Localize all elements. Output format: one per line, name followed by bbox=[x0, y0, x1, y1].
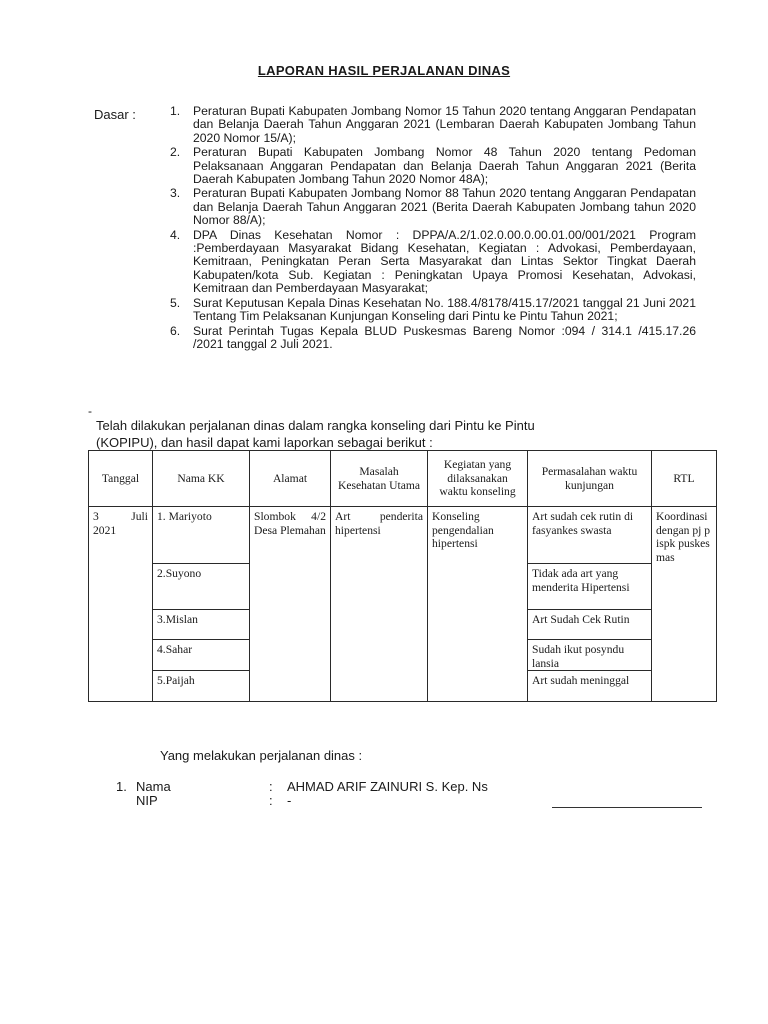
cell-tanggal bbox=[89, 507, 153, 702]
cell-nama-kk: 1. Mariyoto bbox=[153, 507, 250, 564]
dasar-item-number: 1. bbox=[170, 104, 181, 118]
dasar-item-text: DPA Dinas Kesehatan Nomor : DPPA/A.2/1.02.0.00.0.00.01.00/001/2021 Program :Pemberdayaan Masyarakat Bidang Kesehatan, Kegiatan : Advokasi, Pemberdayaan, Kemitraan, Peningkatan Peran Serta Masyarakat dan Lintas Sektor Tingkat Daerah Kabupaten/kota Sub. Kegiatan : Peningkatan Upaya Promosi Kesehatan, Advokasi, Kemitraan dan Pemberdayaan Masyarakat; bbox=[193, 227, 696, 296]
cell-rtl: Koordinasi dengan pj pispk puskesmas bbox=[652, 507, 717, 702]
signature-line bbox=[552, 797, 702, 808]
dasar-item-number: 3. bbox=[170, 186, 181, 201]
intro-paragraph bbox=[96, 417, 700, 451]
cell-nama-kk: 2.Suyono bbox=[153, 564, 250, 610]
dasar-item-text: Peraturan Bupati Kabupaten Jombang Nomor 88 Tahun 2020 tentang Anggaran Pendapatan dan Belanja Daerah Tahun Anggaran 2021 (Berita Daerah Kabupaten Jombang tahun 2020 Nomor 88/A); bbox=[193, 186, 696, 228]
cell-permasalahan: Sudah ikut posyndu lansia bbox=[528, 640, 652, 671]
dasar-item-number: 5. bbox=[170, 295, 181, 310]
signature-colon: : bbox=[269, 793, 273, 808]
cell-nama-kk: 4.Sahar bbox=[153, 640, 250, 671]
dasar-item bbox=[170, 105, 696, 145]
table-header-row bbox=[89, 451, 717, 507]
dasar-item-number: 4. bbox=[170, 227, 181, 242]
header-kegiatan: Kegiatan yang dilaksanakan waktu konseling bbox=[428, 451, 528, 507]
dasar-item-text: Surat Perintah Tugas Kepala BLUD Puskesmas Bareng Nomor :094 / 314.1 /415.17.26 /2021 tanggal 2 Juli 2021. bbox=[193, 323, 696, 351]
header-permasalahan: Permasalahan waktu kunjungan bbox=[528, 451, 652, 507]
intro-line: (KOPIPU), dan hasil dapat kami laporkan sebagai berikut : bbox=[96, 435, 433, 450]
dasar-item-text: Peraturan Bupati Kabupaten Jombang Nomor 15 Tahun 2020 tentang Anggaran Pendapatan dan Belanja Daerah Tahun Anggaran 2021 (Lembaran Daerah Kabupaten Jombang Tahun 2020 Nomor 15/A); bbox=[193, 104, 696, 145]
cell-masalah: Art penderita hipertensi bbox=[331, 507, 428, 702]
signature-nip-value: - bbox=[287, 793, 292, 808]
tanggal-month: Juli bbox=[131, 510, 148, 523]
cell-alamat: Slombok 4/2 Desa Plemahan bbox=[250, 507, 331, 702]
signature-number: 1. bbox=[116, 779, 127, 794]
dasar-item-number: 6. bbox=[170, 323, 181, 338]
cell-permasalahan: Art sudah cek rutin di fasyankes swasta bbox=[528, 507, 652, 564]
dash-mark: - bbox=[88, 404, 92, 418]
cell-kegiatan: Konseling pengendalian hipertensi bbox=[428, 507, 528, 702]
header-tanggal: Tanggal bbox=[89, 451, 153, 507]
table-row bbox=[89, 507, 717, 564]
dasar-item-number: 2. bbox=[170, 145, 181, 160]
header-nama-kk: Nama KK bbox=[153, 451, 250, 507]
dasar-list bbox=[170, 105, 696, 352]
signature-nama-label: Nama bbox=[136, 779, 171, 794]
document-title: LAPORAN HASIL PERJALANAN DINAS bbox=[257, 63, 511, 78]
dasar-item bbox=[170, 325, 696, 352]
dasar-item bbox=[170, 297, 696, 324]
dasar-item bbox=[170, 229, 696, 296]
header-rtl: RTL bbox=[652, 451, 717, 507]
cell-permasalahan: Tidak ada art yang menderita Hipertensi bbox=[528, 564, 652, 610]
signature-intro: Yang melakukan perjalanan dinas : bbox=[160, 748, 363, 763]
intro-line: Telah dilakukan perjalanan dinas dalam rangka konseling dari Pintu ke Pintu bbox=[96, 418, 535, 433]
signature-nip-label: NIP bbox=[136, 793, 158, 808]
tanggal-day: 3 bbox=[93, 510, 99, 523]
cell-nama-kk: 5.Paijah bbox=[153, 671, 250, 702]
dasar-item-text: Surat Keputusan Kepala Dinas Kesehatan No. 188.4/8178/415.17/2021 tanggal 21 Juni 2021 Tentang Tim Pelaksanan Kunjungan Konseling dari Pintu ke Pintu Tahun 2021; bbox=[193, 295, 696, 324]
dasar-item-text: Peraturan Bupati Kabupaten Jombang Nomor 48 Tahun 2020 tentang Pedoman Pelaksanaan Anggaran Pendapatan dan Belanja Daerah Tahun Anggaran 2021 (Berita Daerah Kabupaten Jombang Tahun 2020 Nomor 48A); bbox=[193, 145, 696, 187]
dasar-item bbox=[170, 187, 696, 227]
cell-permasalahan: Art sudah meninggal bbox=[528, 671, 652, 702]
cell-permasalahan: Art Sudah Cek Rutin bbox=[528, 610, 652, 640]
cell-nama-kk: 3.Mislan bbox=[153, 610, 250, 640]
report-table bbox=[88, 450, 717, 702]
tanggal-year: 2021 bbox=[93, 523, 117, 537]
signature-colon: : bbox=[269, 779, 273, 794]
dasar-label: Dasar : bbox=[94, 107, 136, 122]
dasar-item bbox=[170, 146, 696, 186]
header-alamat: Alamat bbox=[250, 451, 331, 507]
header-masalah: Masalah Kesehatan Utama bbox=[331, 451, 428, 507]
signature-nama-value: AHMAD ARIF ZAINURI S. Kep. Ns bbox=[287, 779, 488, 794]
